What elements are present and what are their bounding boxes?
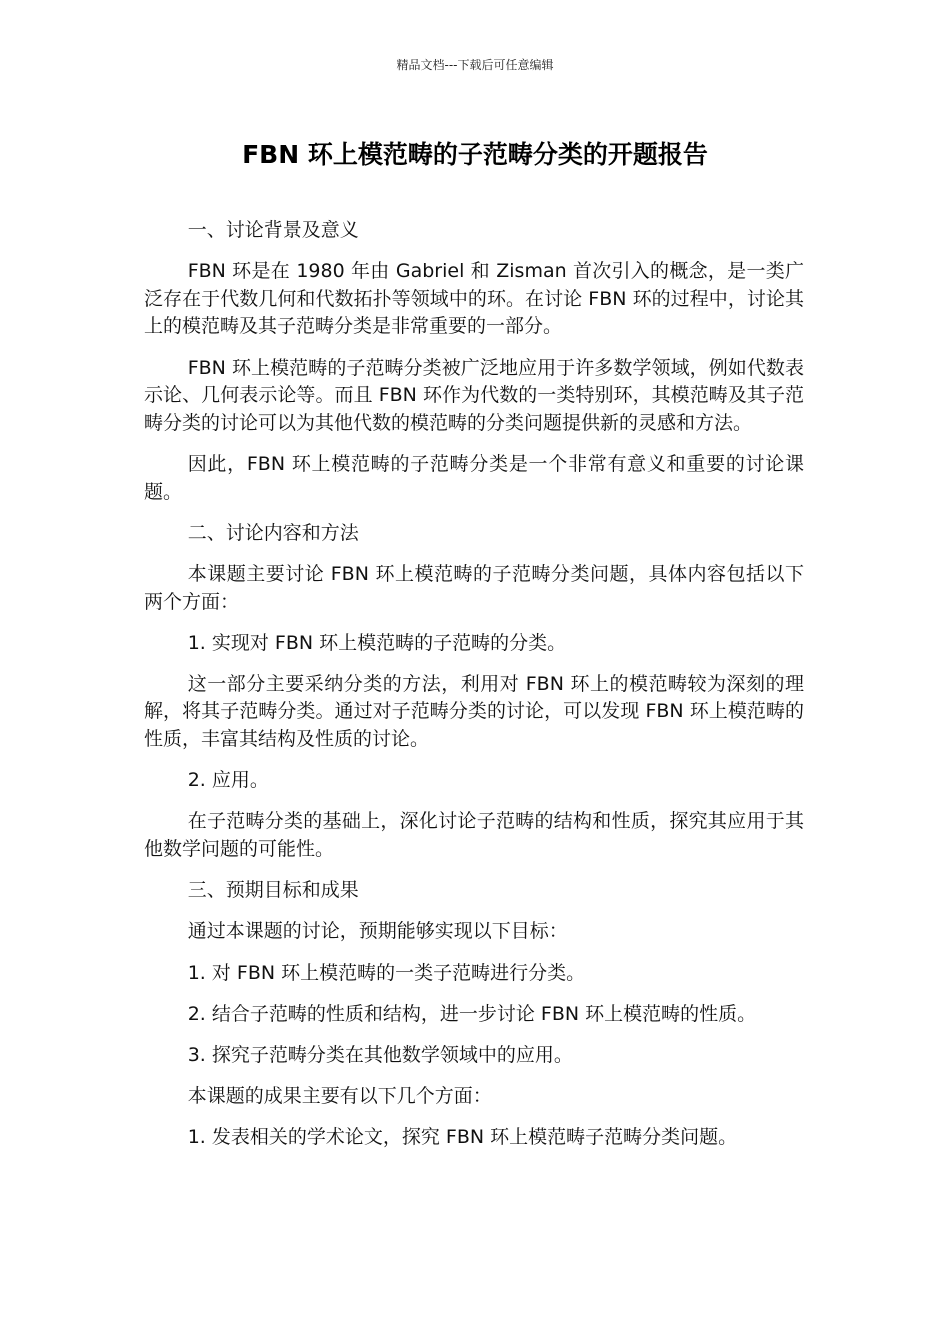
list-item: 2. 应用。	[187, 769, 269, 792]
page-header-watermark: 精品文档---下载后可任意编辑	[396, 58, 554, 72]
list-item: 1. 对 FBN 环上模范畴的一类子范畴进行分类。	[187, 961, 586, 984]
paragraph: FBN 环上模范畴的子范畴分类被广泛地应用于许多数学领域，例如代数表示论、几何表示论等。而且 FBN 环作为代数的一类特别环，其模范畴及其子范畴分类的讨论可以为其他代数的模范畴的分类问题提供新的灵感和方法。	[144, 356, 804, 434]
paragraph: 因此，FBN 环上模范畴的子范畴分类是一个非常有意义和重要的讨论课题。	[144, 452, 804, 503]
paragraph: 本课题的成果主要有以下几个方面：	[187, 1085, 492, 1108]
list-item: 1. 发表相关的学术论文，探究 FBN 环上模范畴子范畴分类问题。	[187, 1126, 738, 1149]
section-heading-content-methods: 二、讨论内容和方法	[187, 521, 359, 544]
paragraph: 这一部分主要采纳分类的方法，利用对 FBN 环上的模范畴较为深刻的理解，将其子范畴分类。通过对子范畴分类的讨论，可以发现 FBN 环上模范畴的性质，丰富其结构及性质的讨论。	[144, 672, 804, 751]
document-title: FBN 环上模范畴的子范畴分类的开题报告	[242, 140, 708, 169]
list-item: 2. 结合子范畴的性质和结构，进一步讨论 FBN 环上模范畴的性质。	[187, 1002, 757, 1025]
section-heading-background: 一、讨论背景及意义	[187, 219, 359, 241]
paragraph: FBN 环是在 1980 年由 Gabriel 和 Zisman 首次引入的概念，是一类广泛存在于代数几何和代数拓扑等领域中的环。在讨论 FBN 环的过程中，讨论其上的模范畴及其子范畴分类是非常重要的一部分。	[144, 260, 804, 338]
paragraph: 通过本课题的讨论，预期能够实现以下目标：	[187, 920, 568, 943]
document-body	[144, 217, 804, 1166]
paragraph: 在子范畴分类的基础上，深化讨论子范畴的结构和性质，探究其应用于其他数学问题的可能性。	[144, 810, 804, 861]
list-item: 1. 实现对 FBN 环上模范畴的子范畴的分类。	[187, 631, 567, 654]
paragraph: 本课题主要讨论 FBN 环上模范畴的子范畴分类问题，具体内容包括以下两个方面：	[144, 562, 804, 613]
section-heading-goals: 三、预期目标和成果	[187, 879, 359, 902]
list-item: 3. 探究子范畴分类在其他数学领域中的应用。	[187, 1043, 573, 1066]
